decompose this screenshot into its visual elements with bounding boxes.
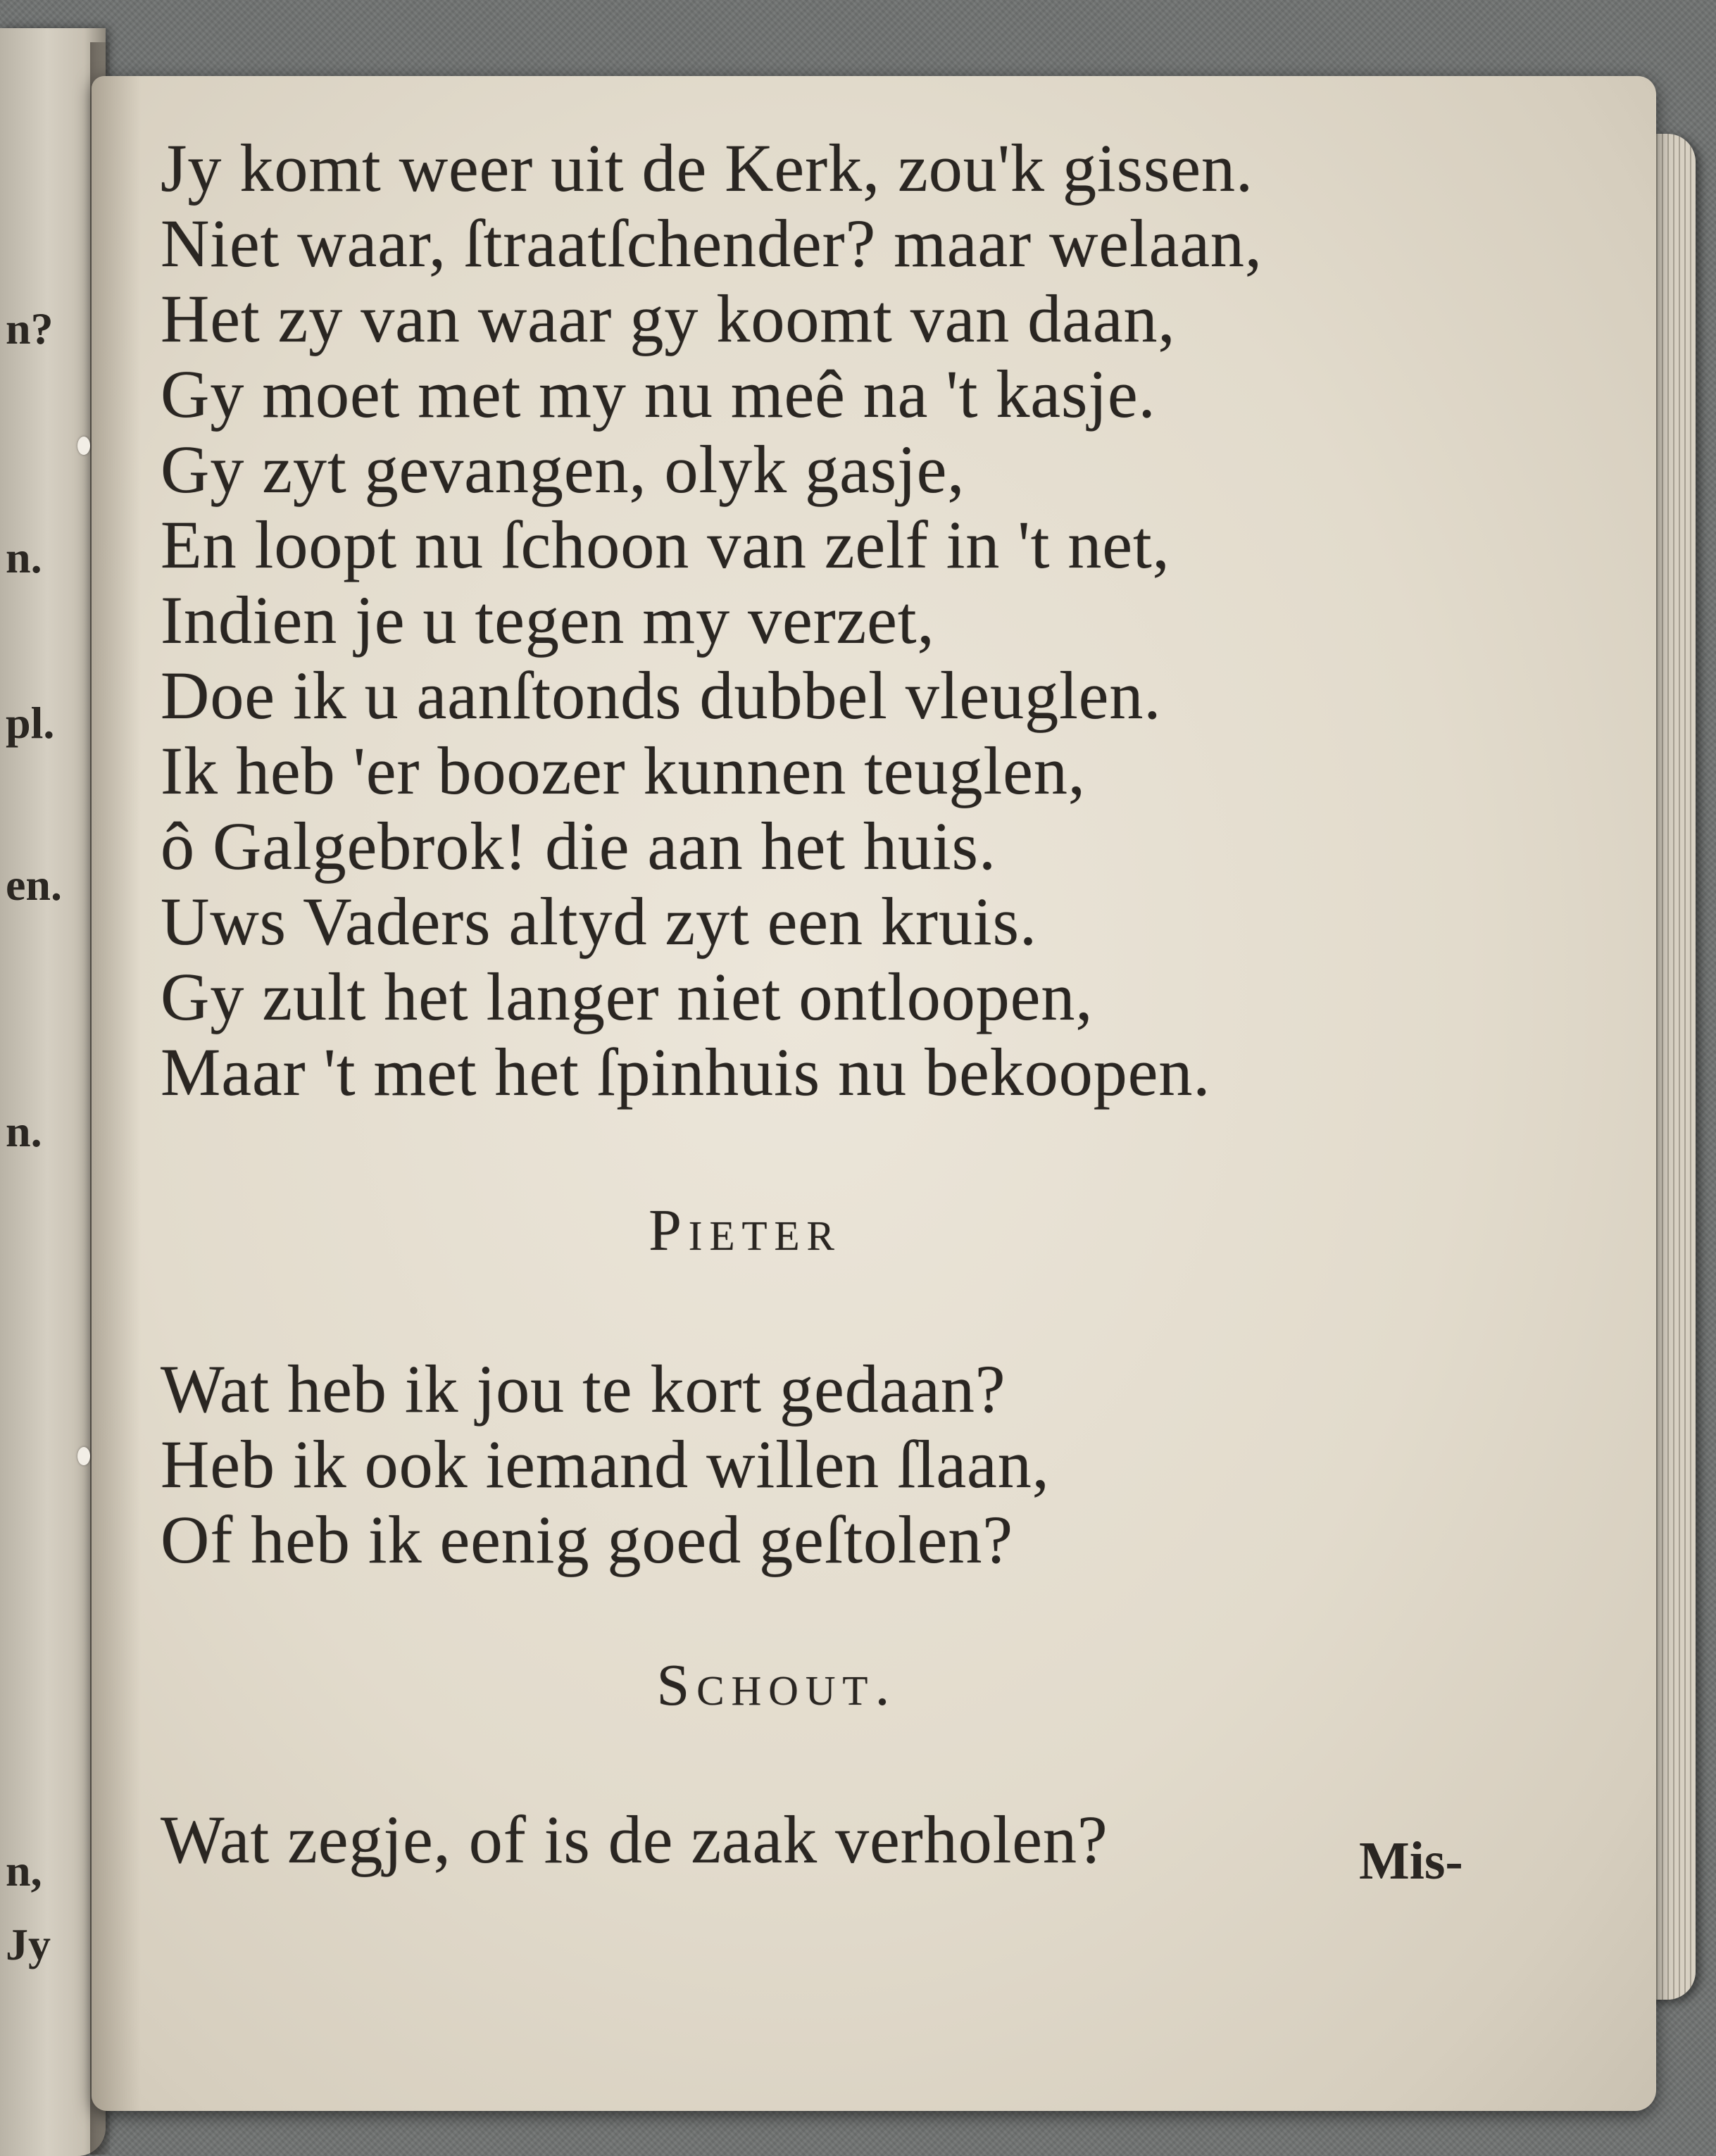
verse-line: Heb ik ook iemand willen ſlaan, — [161, 1427, 1050, 1502]
verse-line: ô Galgebrok! die aan het huis. — [161, 808, 996, 884]
verse-line: Het zy van waar gy koomt van daan, — [161, 281, 1176, 356]
speaker-heading-schout: Schout. — [656, 1653, 897, 1718]
left-page-fragment: n? — [6, 303, 54, 353]
verse-line: Wat zegje, of is de zaak verholen? — [161, 1802, 1108, 1877]
verse-line: Maar 't met het ſpinhuis nu bekoopen. — [161, 1034, 1211, 1110]
verse-line: Gy moet met my nu meê na 't kasje. — [161, 356, 1156, 432]
speaker-heading-pieter: Pieter — [649, 1198, 841, 1263]
verse-line: Uws Vaders altyd zyt een kruis. — [161, 884, 1037, 959]
left-page-fragment: pl. — [6, 698, 55, 748]
verse-line: Gy zyt gevangen, olyk gasje, — [161, 432, 965, 507]
left-page-fragment: n. — [6, 532, 42, 582]
left-page-fragment: n. — [6, 1106, 42, 1156]
binding-stitch-hole — [77, 1447, 90, 1465]
verse-line: Doe ik u aanſtonds dubbel vleuglen. — [161, 658, 1162, 733]
left-page-fragment: n, — [6, 1845, 42, 1895]
left-page-fragment: Jy — [6, 1919, 51, 1969]
verse-line: Ik heb 'er boozer kunnen teuglen, — [161, 733, 1086, 808]
verse-line: Of heb ik eenig goed geſtolen? — [161, 1502, 1013, 1577]
catchword: Mis- — [1359, 1831, 1463, 1891]
verse-line: Jy komt weer uit de Kerk, zou'k gissen. — [161, 130, 1253, 206]
left-page-fragment: en. — [6, 860, 62, 910]
verse-line: Niet waar, ſtraatſchender? maar welaan, — [161, 206, 1263, 281]
verse-line: Wat heb ik jou te kort gedaan? — [161, 1351, 1006, 1427]
binding-stitch-hole — [77, 437, 90, 455]
verse-line: En loopt nu ſchoon van zelf in 't net, — [161, 507, 1170, 582]
verse-line: Indien je u tegen my verzet, — [161, 582, 935, 658]
page-text — [161, 130, 1569, 1877]
verse-line: Gy zult het langer niet ontloopen, — [161, 959, 1094, 1034]
